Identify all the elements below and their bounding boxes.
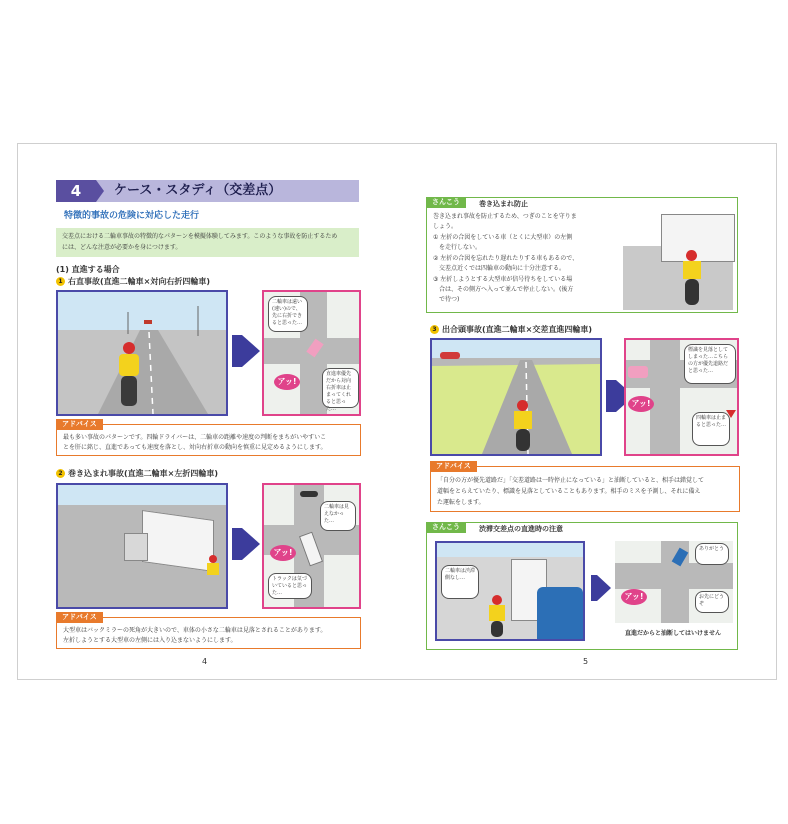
case1-heading	[56, 277, 210, 287]
oncoming-car	[144, 320, 152, 324]
intro-box	[56, 228, 359, 257]
case1-bubble-right: 直進車優先だから対向右折車は止まってくれると思った…	[322, 368, 359, 408]
reference2-bubble-right1: ありがとう	[695, 543, 729, 565]
section-header	[56, 180, 359, 202]
advice1-line-1: 最も多い事故のパターンです。四輪ドライバーは、二輪車の距離や速度の判断をまちがいやすいこ	[63, 434, 327, 441]
advice3-label: アドバイス	[430, 461, 477, 472]
case2-ah: アッ!	[270, 545, 296, 561]
crossing-car	[440, 352, 460, 359]
reference1-title: 巻き込まれ防止	[479, 200, 528, 208]
case3-inset	[624, 338, 739, 456]
case1-illustration	[56, 290, 228, 416]
advice3-box	[430, 462, 740, 512]
case2-title: 巻き込まれ事故(直進二輪車×左折四輪車)	[68, 469, 219, 478]
advice3-line-2: 道幅をとらえていたり、標識を見落としていることもあります。相手のミスを予測し、それに備え	[437, 488, 701, 495]
advice3-line-3: た運転をします。	[437, 499, 485, 506]
case1-inset	[262, 290, 361, 416]
reference2-illustration	[435, 541, 585, 641]
arrow-icon	[242, 335, 260, 367]
reference2-title: 渋滞交差点の直進時の注意	[479, 525, 563, 533]
case3-bubble-bottom: 四輪車は止まると思った…	[692, 412, 730, 446]
motorcycle-rider	[681, 250, 703, 306]
advice1-label: アドバイス	[56, 419, 103, 430]
case2-inset	[262, 483, 361, 609]
reference2-bubble-left: 二輪車は渋滞側なし…	[441, 565, 479, 599]
reference2-box	[426, 522, 738, 650]
case2-number: 2	[56, 469, 65, 478]
reference1-item: で待つ)	[433, 296, 460, 303]
intro-line-1: 交差点における二輪車事故の特徴的なパターンを模擬体験してみます。このような事故を防止するため	[62, 233, 338, 240]
section-title: ケース・スタディ（交差点）	[114, 183, 282, 198]
reference2-bubble-right2: お先にどうぞ	[695, 591, 729, 613]
advice2-label: アドバイス	[56, 612, 103, 623]
reference1-item: ① 左折の合図をしている車（とくに大型車）の左側	[433, 234, 573, 241]
right-page	[396, 143, 777, 680]
case2-heading	[56, 469, 218, 479]
case2-illustration	[56, 483, 228, 609]
left-page	[17, 143, 398, 680]
section-number: 4	[56, 180, 96, 202]
case3-bubble-top: 標識を見落としてしまった…こちらの方が優先道路だと思った…	[684, 344, 736, 384]
case2-bubble-top: 二輪車は見えなかった…	[320, 501, 356, 531]
case3-number: 3	[430, 325, 439, 334]
advice2-line-1: 大型車はバックミラーの死角が大きいので、車体の小さな二輪車は見落とされることがあります。	[63, 627, 327, 634]
advice1-box	[56, 420, 361, 456]
motorcycle-rider	[487, 595, 507, 639]
reference1-intro-2: しょう。	[433, 223, 458, 230]
case1-ah: アッ!	[274, 374, 300, 390]
reference1-item: ② 左折の合図を忘れたり遅れたりする車もあるので、	[433, 255, 579, 262]
case1-bubble-left: 二輪車は遠い(速い)ので、先に右折できると思った…	[268, 296, 308, 332]
subtitle: 特徴的事故の危険に対応した走行	[64, 211, 200, 221]
reference1-item: 合は、その側方へ入って並んで停止しない。(後方	[433, 286, 574, 293]
motorcycle-rider	[512, 400, 534, 452]
reference2-caption: 直進だからと油断してはいけません	[625, 630, 722, 637]
reference1-item: ③ 左折しようとする大型車が信号待ちをしている場	[433, 276, 573, 283]
case3-ah: アッ!	[628, 396, 654, 412]
reference1-label: さんこう	[426, 197, 466, 208]
blue-car	[537, 587, 583, 639]
arrow-icon	[242, 528, 260, 560]
inset-car	[628, 366, 648, 378]
reference1-item: を走行しない。	[433, 244, 482, 251]
reference1-box	[426, 197, 738, 313]
road-perspective	[58, 292, 226, 414]
reference1-intro-1: 巻き込まれ事故を防止するため、つぎのことを守りま	[433, 213, 577, 220]
case3-illustration	[430, 338, 602, 456]
truck	[142, 510, 214, 572]
advice2-box	[56, 613, 361, 649]
reference2-label: さんこう	[426, 522, 466, 533]
reference1-illustration	[623, 206, 733, 310]
motorcycle-rider	[116, 342, 142, 408]
advice1-line-2: とを肝に銘じ、直進であっても速度を落とし、対向右折車の動向を慎重に見定めるようにします。	[63, 444, 327, 451]
advice2-line-2: 左折しようとする大型車の左側には入り込まないようにします。	[63, 637, 237, 644]
traffic-light-icon	[300, 491, 318, 497]
arrow-icon	[597, 575, 611, 601]
case-heading: (1) 直進する場合	[56, 265, 120, 274]
case3-title: 出合頭事故(直進二輪車×交差直進四輪車)	[442, 325, 593, 334]
page-number: 4	[202, 657, 208, 666]
reference2-inset	[615, 541, 733, 623]
advice3-line-1: 「自分の方が優先道路だ」「交差道路は一時停止になっている」と油断していると、相手は錯覚して	[437, 477, 705, 484]
reference2-ah: アッ!	[621, 589, 647, 605]
page-number: 5	[583, 657, 589, 666]
case1-number: 1	[56, 277, 65, 286]
intro-line-2: には、どんな注意が必要かを身につけます。	[62, 244, 182, 251]
case1-title: 右直事故(直進二輪車×対向右折四輪車)	[68, 277, 211, 286]
motorcycle-rider	[206, 555, 220, 585]
case2-bubble-bottom: トラックは気づいていると思った…	[268, 573, 312, 599]
reference1-item: 交差点近くでは四輪車の動向に十分注意する。	[433, 265, 566, 272]
case3-heading	[430, 325, 592, 335]
